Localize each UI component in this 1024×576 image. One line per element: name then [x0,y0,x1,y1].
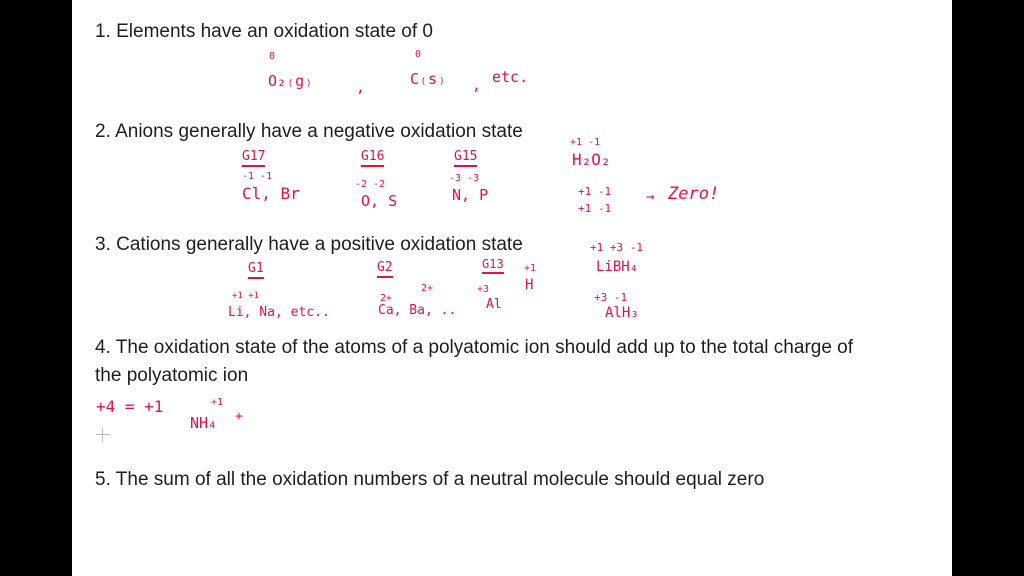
group-17-oxidation: -1 -1 [242,171,273,182]
group-13-label: G13 [482,258,504,270]
group-15-label: G15 [454,150,477,163]
comma-1: , [356,78,366,96]
h2o2-sum-bottom: +1 -1 [578,202,612,215]
h2o2-oxidation: +1 -1 [570,137,601,148]
group-16-elements: O, S [361,192,398,210]
group-13-oxidation: +3 [477,284,490,295]
rule-2: 2. Anions generally have a negative oxidation state [95,121,523,142]
group-2-elements: Ca, Ba, .. [378,303,457,318]
group-1-label: G1 [248,262,264,275]
o2-oxidation-mark: 0 [269,51,276,62]
hydrogen-oxidation: +1 [524,263,537,274]
nh4-oxidation: +1 [211,397,224,408]
nh4-charge: + [235,409,243,424]
group-16-oxidation: -2 -2 [355,179,386,190]
group-17-elements: Cl, Br [242,184,300,203]
group-2-oxidation: 2+ [380,293,393,304]
nh4-formula: NH₄ [190,414,218,432]
crosshair-cursor-icon [96,428,110,442]
h2o2-sum-top: +1 -1 [578,185,612,198]
comma-2: , [472,76,482,94]
group-16-label: G16 [361,150,384,163]
hydrogen-element: H [525,277,534,293]
libh4-formula: LiBH₄ [596,259,639,275]
rule-3: 3. Cations generally have a positive oxidation state [95,234,523,255]
charge-equation: +4 = +1 [96,397,164,416]
group-2-label: G2 [377,261,393,274]
alh3-oxidation: +3 -1 [594,291,628,304]
group-17-label: G17 [242,150,265,163]
group-15-elements: N, P [452,186,489,204]
slide-page [72,0,952,576]
alh3-formula: AlH₃ [605,305,639,321]
o2-gas-label: O₂₍g₎ [268,72,314,90]
etc-label: etc. [492,68,529,86]
h2o2-formula: H₂O₂ [572,150,611,169]
arrow-icon: → [646,189,655,205]
rule-5: 5. The sum of all the oxidation numbers of a neutral molecule should equal zero [95,469,765,490]
group-1-oxidation: +1 +1 [232,291,260,301]
rule-1: 1. Elements have an oxidation state of 0 [95,21,433,42]
libh4-oxidation: +1 +3 -1 [590,241,643,254]
group-15-oxidation: -3 -3 [449,173,480,184]
c-oxidation-mark: 0 [415,49,422,60]
rule-4: 4. The oxidation state of the atoms of a polyatomic ion should add up to the total charge of the polyatomic ion [95,337,854,386]
group-13-element: Al [486,297,502,312]
zero-label: Zero! [668,184,720,204]
group-1-elements: Li, Na, etc.. [228,305,330,320]
group-2-oxidation-barium: 2+ [421,283,434,294]
carbon-solid-label: C₍s₎ [410,70,447,88]
